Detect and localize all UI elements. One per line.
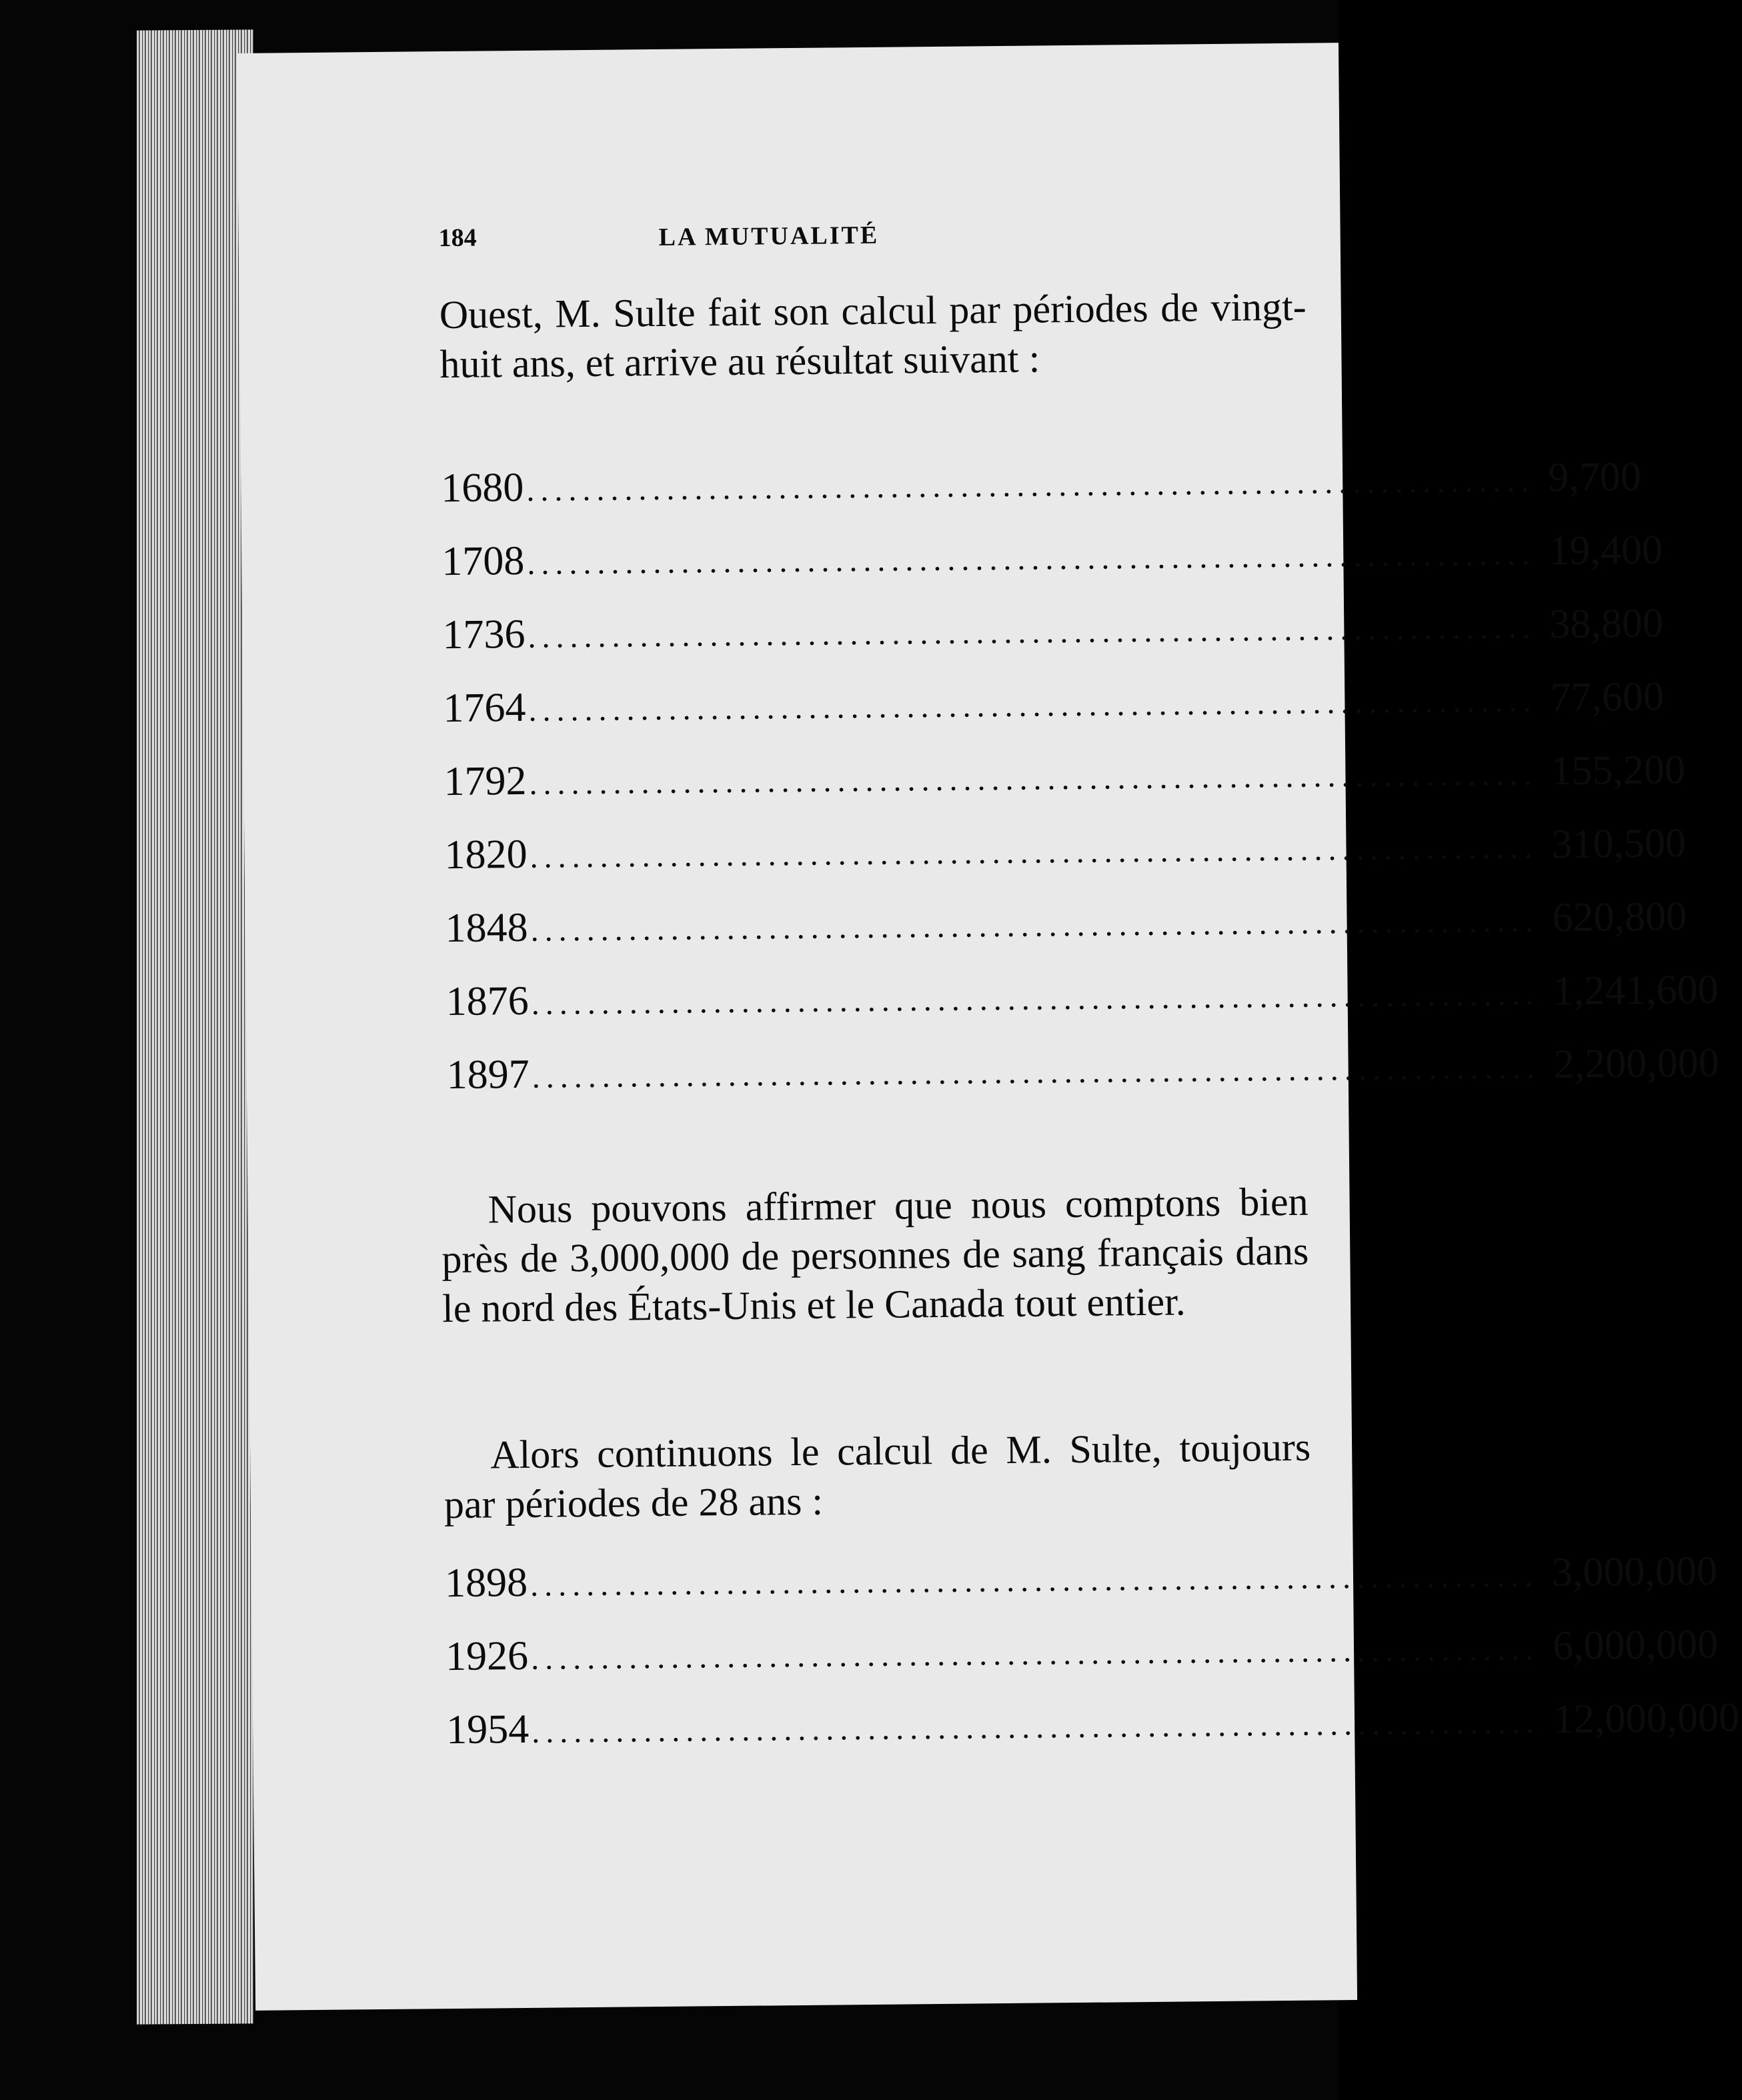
- row-year: 1897: [446, 1051, 530, 1098]
- dot-leader: ........................................................................: [529, 756, 1538, 802]
- dot-leader: ........................................................................: [530, 903, 1539, 948]
- paragraph-population-claim: Nous pouvons affirmer que nous comptons bien près de 3,000,000 de personnes de sang français dans le nord des États-Unis et le Canada tout entier.: [442, 1179, 1309, 1331]
- row-year: 1764: [443, 684, 526, 732]
- row-value: 2,200,000: [1553, 1040, 1719, 1088]
- population-table-1: [440, 453, 1719, 1125]
- page-sheet: [237, 43, 1740, 2011]
- row-value: 620,800: [1552, 894, 1687, 941]
- intro-paragraph: Ouest, M. Sulte fait son calcul par périodes de vingt-huit ans, et arrive au résultat suivant :: [439, 284, 1307, 387]
- row-year: 1876: [446, 978, 529, 1025]
- dot-leader: ........................................................................: [530, 1631, 1540, 1677]
- table-row: [446, 966, 1719, 1052]
- row-value: 77,600: [1550, 674, 1665, 721]
- row-year: 1708: [442, 538, 525, 585]
- table-row: [440, 453, 1642, 538]
- paragraph-continue-calculation: Alors continuons le calcul de M. Sulte, toujours par périodes de 28 ans :: [444, 1424, 1311, 1527]
- row-year: 1792: [444, 758, 527, 805]
- table-row: [445, 1621, 1719, 1707]
- dot-leader: ........................................................................: [528, 610, 1537, 655]
- row-year: 1926: [445, 1633, 529, 1680]
- dot-leader: ........................................................................: [527, 536, 1536, 582]
- running-title: LA MUTUALITÉ: [658, 221, 880, 251]
- population-table-2: [444, 1548, 1740, 1780]
- row-value: 9,700: [1547, 453, 1642, 501]
- row-value: 310,500: [1551, 820, 1687, 868]
- page-header: [438, 215, 1333, 263]
- dot-leader: ........................................................................: [531, 976, 1540, 1022]
- table-row: [446, 1695, 1740, 1780]
- book-page-edges: [137, 29, 253, 2024]
- table-row: [442, 600, 1664, 685]
- table-row: [445, 894, 1687, 978]
- row-value: 1,241,600: [1553, 966, 1719, 1014]
- dot-leader: ........................................................................: [526, 463, 1535, 508]
- table-row: [442, 527, 1663, 612]
- dot-leader: ........................................................................: [530, 1558, 1539, 1603]
- row-value: 3,000,000: [1551, 1548, 1718, 1596]
- row-year: 1736: [442, 611, 526, 658]
- table-row: [444, 1548, 1718, 1633]
- row-value: 38,800: [1549, 600, 1664, 648]
- table-row: [443, 674, 1665, 758]
- dot-leader: ........................................................................: [531, 1705, 1541, 1750]
- row-year: 1680: [440, 464, 524, 511]
- table-row: [446, 1040, 1719, 1125]
- row-year: 1820: [444, 831, 528, 878]
- dot-leader: ........................................................................: [530, 830, 1539, 875]
- dot-leader: ........................................................................: [528, 683, 1537, 728]
- table-row: [444, 820, 1687, 905]
- dot-leader: ........................................................................: [532, 1050, 1541, 1095]
- page-number: 184: [438, 223, 477, 253]
- row-year: 1848: [445, 904, 528, 952]
- row-year: 1898: [444, 1559, 528, 1607]
- row-value: 6,000,000: [1552, 1621, 1719, 1669]
- table-row: [444, 747, 1686, 832]
- row-value: 155,200: [1551, 747, 1686, 794]
- row-value: 12,000,000: [1553, 1695, 1740, 1743]
- row-year: 1954: [446, 1706, 530, 1753]
- row-value: 19,400: [1548, 527, 1663, 574]
